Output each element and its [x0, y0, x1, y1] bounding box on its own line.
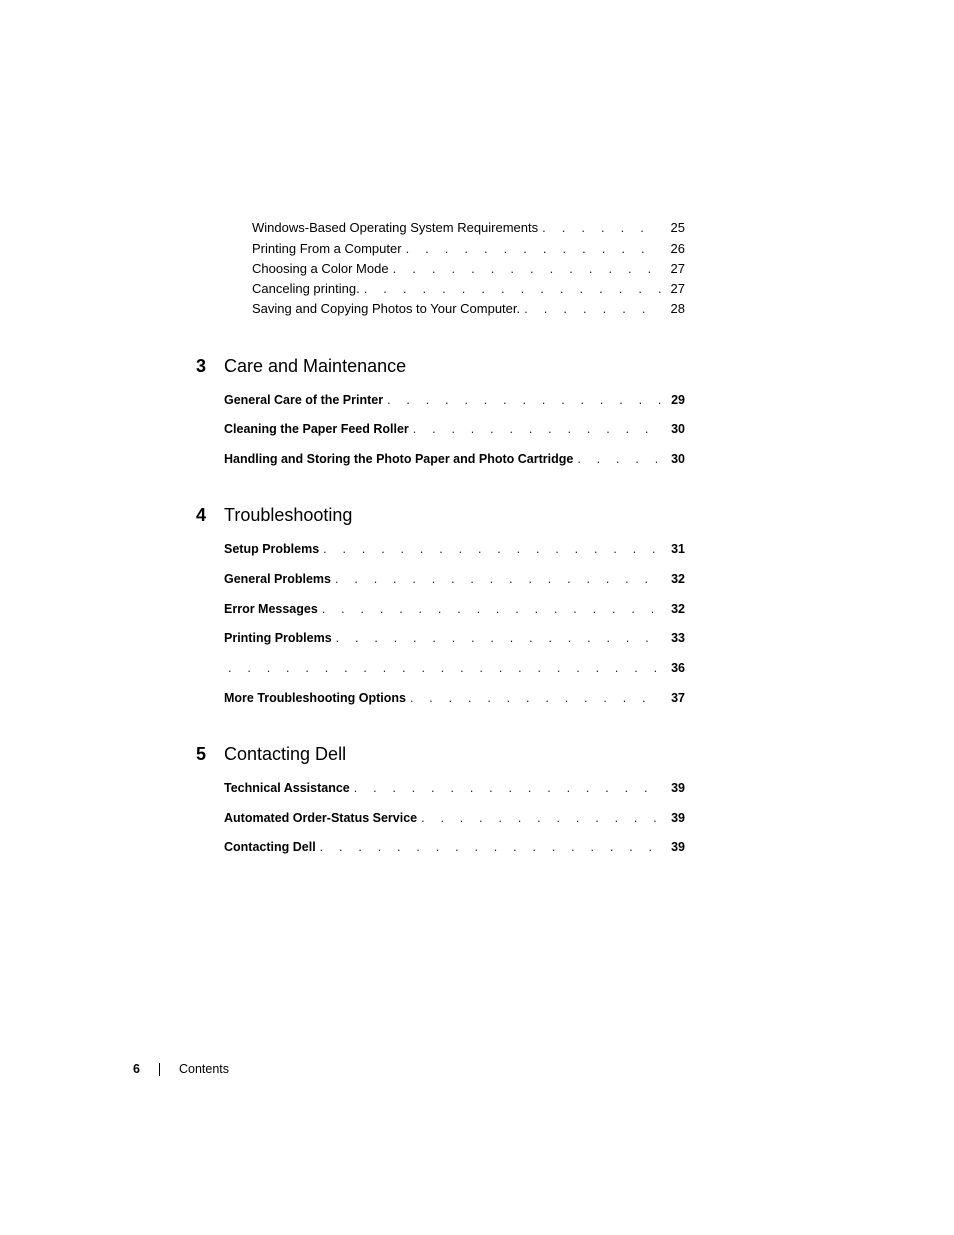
- dot-leader: [413, 421, 661, 437]
- toc-page-number: 28: [670, 301, 685, 316]
- toc-entry-label: Technical Assistance: [224, 781, 350, 795]
- dot-leader: [336, 630, 661, 646]
- toc-entry-label: Printing Problems: [224, 631, 332, 645]
- toc-page-number: 26: [670, 241, 685, 256]
- toc-entry-label: General Care of the Printer: [224, 393, 384, 407]
- chapter-heading-troubleshooting[interactable]: [196, 505, 352, 526]
- toc-page-number: 33: [671, 631, 685, 645]
- toc-entry[interactable]: [224, 571, 685, 587]
- toc-page-number: 29: [671, 393, 685, 407]
- footer-divider: [159, 1063, 160, 1076]
- toc-entry[interactable]: [224, 839, 685, 855]
- toc-entry[interactable]: [224, 451, 685, 467]
- dot-leader: [421, 810, 661, 826]
- chapter-number: 3: [196, 356, 207, 376]
- toc-entry-label: Contacting Dell: [224, 840, 316, 854]
- toc-page-number: 39: [671, 811, 685, 825]
- chapter-number: 4: [196, 505, 207, 525]
- toc-subentry[interactable]: [252, 281, 685, 297]
- toc-entry[interactable]: [224, 392, 685, 408]
- toc-page-number: 39: [671, 840, 685, 854]
- toc-entry-label: General Problems: [224, 572, 331, 586]
- toc-entry-label: Choosing a Color Mode: [252, 261, 389, 276]
- dot-leader: [323, 541, 661, 557]
- dot-leader: [354, 780, 661, 796]
- dot-leader: [524, 301, 661, 317]
- toc-entry-label: Windows-Based Operating System Requirements: [252, 220, 539, 235]
- dot-leader: [410, 690, 661, 706]
- page-footer: [133, 1062, 229, 1076]
- toc-entry[interactable]: [224, 690, 685, 706]
- toc-entry-label: Cleaning the Paper Feed Roller: [224, 422, 409, 436]
- toc-entry[interactable]: [224, 630, 685, 646]
- chapter-heading-contacting-dell[interactable]: [196, 744, 346, 765]
- toc-entry-label: Printing From a Computer: [252, 241, 402, 256]
- toc-entry[interactable]: [224, 780, 685, 796]
- toc-entry[interactable]: [224, 541, 685, 557]
- toc-page-number: 27: [670, 281, 685, 296]
- toc-entry-label: More Troubleshooting Options: [224, 691, 406, 705]
- dot-leader: [542, 220, 661, 236]
- toc-entry-label: Canceling printing.: [252, 281, 360, 296]
- toc-entry[interactable]: [224, 660, 685, 676]
- toc-entry-label: Setup Problems: [224, 542, 320, 556]
- toc-page-number: 32: [671, 602, 685, 616]
- toc-entry[interactable]: [224, 421, 685, 437]
- chapter-title: Troubleshooting: [224, 505, 353, 525]
- dot-leader: [387, 392, 661, 408]
- toc-entry-label: Saving and Copying Photos to Your Computer.: [252, 301, 521, 316]
- dot-leader: [322, 601, 661, 617]
- dot-leader: [577, 451, 661, 467]
- footer-section-name: Contents: [179, 1062, 230, 1076]
- toc-page-number: 39: [671, 781, 685, 795]
- toc-page-number: 36: [671, 661, 685, 675]
- toc-subentry[interactable]: [252, 241, 685, 257]
- chapter-title: Care and Maintenance: [224, 356, 407, 376]
- toc-subentry[interactable]: [252, 301, 685, 317]
- toc-page-number: 30: [671, 452, 685, 466]
- dot-leader: [335, 571, 661, 587]
- toc-page-number: 27: [670, 261, 685, 276]
- toc-page-number: 37: [671, 691, 685, 705]
- toc-page-number: 31: [671, 542, 685, 556]
- dot-leader: [393, 261, 661, 277]
- toc-subentry[interactable]: [252, 220, 685, 236]
- dot-leader: [364, 281, 661, 297]
- dot-leader: [320, 839, 661, 855]
- toc-entry-label: Handling and Storing the Photo Paper and Photo Cartridge: [224, 452, 574, 466]
- toc-page-number: 30: [671, 422, 685, 436]
- chapter-heading-care-maintenance[interactable]: [196, 356, 406, 377]
- toc-page-number: 32: [671, 572, 685, 586]
- footer-page-number: 6: [133, 1062, 140, 1076]
- toc-entry[interactable]: [224, 601, 685, 617]
- toc-page-number: 25: [670, 220, 685, 235]
- chapter-title: Contacting Dell: [224, 744, 347, 764]
- chapter-number: 5: [196, 744, 207, 764]
- dot-leader: [406, 241, 661, 257]
- toc-subentry[interactable]: [252, 261, 685, 277]
- toc-entry[interactable]: [224, 810, 685, 826]
- toc-entry-label: Automated Order-Status Service: [224, 811, 418, 825]
- toc-entry-label: Error Messages: [224, 602, 318, 616]
- dot-leader: [228, 660, 661, 676]
